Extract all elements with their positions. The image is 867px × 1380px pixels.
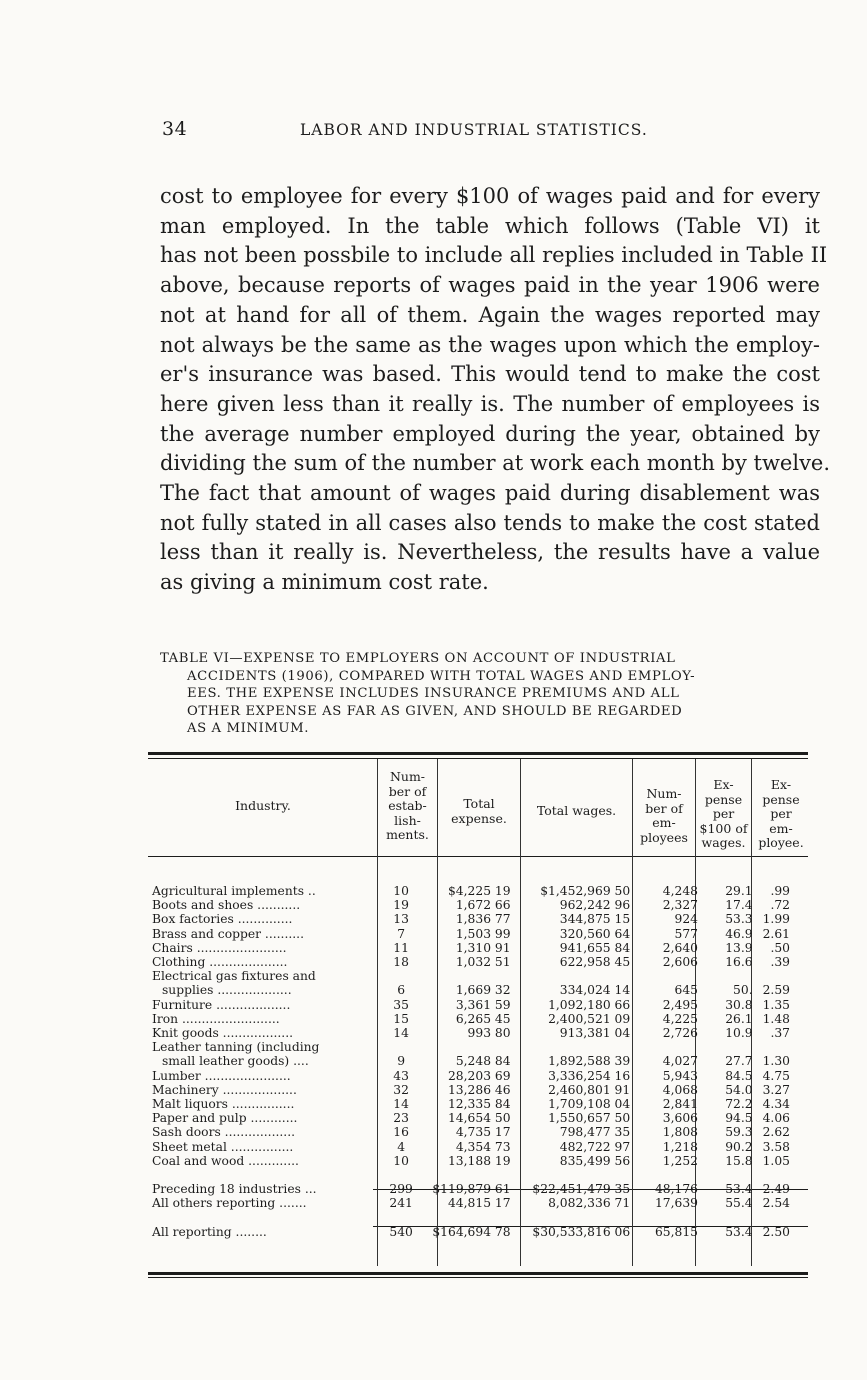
cell-employees: 1,218 xyxy=(662,1139,698,1154)
cell-expense-per-100: 13.9 xyxy=(725,940,753,955)
running-title: LABOR AND INDUSTRIAL STATISTICS. xyxy=(300,121,648,139)
text-line: not at hand for all of them. Again the wages reported may xyxy=(160,302,820,327)
cell-total-expense: 1,672 66 xyxy=(455,898,511,913)
header-line: Total xyxy=(463,796,495,811)
cell-total-expense: $4,225 19 xyxy=(447,884,511,898)
table-row xyxy=(148,884,808,898)
cell-total-expense: 5,248 84 xyxy=(455,1054,511,1069)
cell-total-wages: 8,082,336 71 xyxy=(548,1196,631,1211)
cell-establishments: 10 xyxy=(393,1153,409,1168)
cell-industry: All reporting ........ xyxy=(152,1224,267,1239)
text-line: above, because reports of wages paid in the year 1906 were xyxy=(160,273,820,298)
cell-expense-per-100: 53.3 xyxy=(725,912,753,927)
text-line: The fact that amount of wages paid during disablement was xyxy=(160,481,820,506)
cell-employees: 2,606 xyxy=(662,955,698,970)
text-line: has not been possbile to include all replies included in Table II xyxy=(160,243,828,268)
table-row xyxy=(148,1140,808,1154)
cell-employees: 2,726 xyxy=(662,1026,698,1041)
cell-establishments: 15 xyxy=(393,1011,409,1026)
table-row xyxy=(148,998,808,1012)
table-row xyxy=(148,969,808,983)
industry-expense-table xyxy=(148,884,808,1239)
header-line: em- xyxy=(769,820,793,836)
cell-employees: 5,943 xyxy=(662,1068,698,1083)
table-row xyxy=(148,983,808,997)
cell-expense-per-employee: 2.59 xyxy=(762,983,790,998)
cell-employees xyxy=(640,969,706,983)
cell-employees: 3,606 xyxy=(662,1111,698,1126)
cell-expense-per-employee: 3.27 xyxy=(762,1082,790,1097)
cell-expense-per-employee: .37 xyxy=(770,1026,790,1041)
cell-expense-per-employee: 3.58 xyxy=(762,1139,790,1154)
table-row xyxy=(148,898,808,912)
cell-expense-per-employee: .39 xyxy=(770,955,790,970)
cell-employees: 4,027 xyxy=(662,1054,698,1069)
header-line: ployees xyxy=(640,829,688,845)
header-line: per xyxy=(770,806,792,821)
cell-industry: Chairs ....................... xyxy=(152,940,287,955)
table-top-rule xyxy=(148,752,808,755)
cell-employees: 2,495 xyxy=(662,997,698,1012)
cell-expense-per-100: 30.8 xyxy=(725,997,753,1012)
cell-industry: Malt liquors ................ xyxy=(152,1097,295,1112)
table-row xyxy=(148,1026,808,1040)
text-line: less than it really is. Nevertheless, the results have a value xyxy=(160,540,820,565)
text-line: the average number employed during the year, obtained by xyxy=(160,421,820,446)
text-line: er's insurance was based. This would tend to make the cost xyxy=(160,362,820,387)
cell-establishments: 241 xyxy=(389,1196,413,1211)
cell-expense-per-employee: .99 xyxy=(770,884,790,898)
text-line: cost to employee for every $100 of wages paid and for every xyxy=(160,184,820,208)
cell-total-wages: 2,460,801 91 xyxy=(548,1082,631,1097)
cell-establishments: 9 xyxy=(397,1054,406,1069)
cell-total-expense: 1,669 32 xyxy=(455,983,511,998)
cell-establishments: 18 xyxy=(393,955,409,970)
cell-total-expense: 6,265 45 xyxy=(455,1011,511,1026)
cell-total-expense: 1,310 91 xyxy=(455,940,511,955)
header-line: $100 of xyxy=(699,820,748,836)
col-header-total-wages: Total wages. xyxy=(536,803,617,818)
cell-establishments: 7 xyxy=(397,926,406,941)
caption-line: TABLE VI—EXPENSE TO EMPLOYERS ON ACCOUNT OF INDUSTRIAL xyxy=(160,651,676,666)
table-row xyxy=(148,912,808,926)
cell-total-wages: 913,381 04 xyxy=(559,1026,631,1041)
cell-expense-per-employee: 4.34 xyxy=(762,1097,790,1112)
cell-industry: Brass and copper .......... xyxy=(152,926,304,941)
cell-industry: Preceding 18 industries ... xyxy=(152,1182,317,1197)
cell-employees: 4,225 xyxy=(662,1011,698,1026)
cell-total-wages: 320,560 64 xyxy=(559,926,631,941)
cell-total-expense: 44,815 17 xyxy=(447,1196,511,1211)
text-line: not fully stated in all cases also tends to make the cost stated xyxy=(160,510,820,535)
header-line: ployee. xyxy=(758,835,804,850)
cell-total-expense: 28,203 69 xyxy=(447,1068,511,1083)
table-row xyxy=(148,1125,808,1139)
table-row xyxy=(148,1054,808,1068)
cell-employees: 4,248 xyxy=(662,884,698,898)
cell-expense-per-employee: 1.48 xyxy=(762,1011,790,1026)
text-line: man employed. In the table which follows (Table VI) it xyxy=(160,213,820,238)
cell-total-wages xyxy=(521,1040,641,1054)
cell-industry: Sheet metal ................ xyxy=(152,1139,294,1154)
summary-row xyxy=(148,1182,808,1196)
cell-employees: 17,639 xyxy=(654,1196,698,1211)
cell-industry: Leather tanning (including xyxy=(152,1040,320,1055)
cell-total-expense: 4,354 73 xyxy=(455,1139,511,1154)
cell-establishments: 6 xyxy=(397,983,406,998)
cell-expense-per-employee: 1.05 xyxy=(762,1153,790,1168)
cell-total-expense: $119,879 61 xyxy=(432,1182,511,1197)
cell-employees: 4,068 xyxy=(662,1082,698,1097)
cell-employees: 48,176 xyxy=(654,1182,698,1197)
cell-employees: 2,640 xyxy=(662,940,698,955)
header-line: per xyxy=(712,806,735,821)
header-line: em- xyxy=(652,815,676,830)
cell-industry: Furniture ................... xyxy=(152,997,291,1012)
cell-industry: Agricultural implements .. xyxy=(152,884,316,898)
cell-total-wages: 1,092,180 66 xyxy=(548,997,631,1012)
cell-establishments: 19 xyxy=(393,898,409,913)
cell-expense-per-employee: 1.35 xyxy=(762,997,790,1012)
cell-total-wages: 3,336,254 16 xyxy=(548,1068,631,1083)
header-line: Num- xyxy=(389,769,426,784)
header-line: Ex- xyxy=(713,777,734,792)
cell-establishments: 4 xyxy=(397,1139,406,1154)
cell-total-expense xyxy=(428,1040,521,1054)
caption-line: ACCIDENTS (1906), COMPARED WITH TOTAL WAGES AND EMPLOY- xyxy=(187,668,696,684)
header-line: ber of xyxy=(388,783,427,799)
cell-expense-per-employee: 2.49 xyxy=(762,1182,790,1197)
cell-establishments: 23 xyxy=(393,1111,409,1126)
header-line: wages. xyxy=(701,835,746,850)
spacer-cell xyxy=(148,1211,808,1225)
col-header-expense-per-100 xyxy=(696,778,751,851)
table-row xyxy=(148,941,808,955)
cell-total-wages: 1,892,588 39 xyxy=(548,1054,631,1069)
cell-total-wages: 344,875 15 xyxy=(559,912,631,927)
cell-expense-per-100: 17.4 xyxy=(725,898,753,913)
text-line: not always be the same as the wages upon which the employ- xyxy=(160,332,820,357)
cell-expense-per-100: 27.7 xyxy=(725,1054,753,1069)
cell-total-wages: 962,242 96 xyxy=(559,898,631,913)
header-bottom-rule xyxy=(148,856,808,857)
cell-expense-per-employee xyxy=(763,1040,808,1054)
cell-total-wages: $22,451,479 35 xyxy=(532,1182,631,1197)
cell-employees: 2,327 xyxy=(662,898,698,913)
body-paragraph xyxy=(160,182,831,598)
header-line: Num- xyxy=(646,786,682,801)
cell-industry: Electrical gas fixtures and xyxy=(152,969,316,984)
cell-total-expense: 14,654 50 xyxy=(447,1111,511,1126)
cell-total-expense: 1,032 51 xyxy=(455,955,511,970)
cell-employees: 1,808 xyxy=(662,1125,698,1140)
cell-industry: All others reporting ....... xyxy=(152,1196,307,1211)
table-caption xyxy=(160,650,812,738)
cell-establishments: 10 xyxy=(393,884,409,898)
cell-total-expense: 993 80 xyxy=(467,1026,511,1041)
cell-total-wages: 482,722 97 xyxy=(559,1139,631,1154)
table-row xyxy=(148,1083,808,1097)
table-row xyxy=(148,1097,808,1111)
cell-employees: 924 xyxy=(674,912,698,927)
cell-total-wages: 798,477 35 xyxy=(559,1125,631,1140)
cell-total-wages: 835,499 56 xyxy=(559,1153,631,1168)
cell-total-wages: 622,958 45 xyxy=(559,955,631,970)
total-row xyxy=(148,1225,808,1239)
cell-total-expense xyxy=(428,969,521,983)
cell-expense-per-100: 53.4 xyxy=(725,1224,753,1239)
row-spacer xyxy=(148,1168,808,1182)
cell-expense-per-employee: 2.62 xyxy=(762,1125,790,1140)
caption-line: AS A MINIMUM. xyxy=(187,721,310,737)
cell-total-wages xyxy=(521,969,641,983)
cell-expense-per-100: 46.9 xyxy=(725,926,753,941)
cell-establishments: 299 xyxy=(389,1182,413,1197)
cell-total-expense: 3,361 59 xyxy=(455,997,511,1012)
header-line: estab- xyxy=(388,798,427,813)
cell-expense-per-100: 90.2 xyxy=(725,1139,753,1154)
cell-expense-per-100: 29.1 xyxy=(725,884,753,898)
cell-establishments: 11 xyxy=(393,940,409,955)
cell-expense-per-employee: 1.30 xyxy=(762,1054,790,1069)
cell-expense-per-100: 94.5 xyxy=(725,1111,753,1126)
cell-establishments: 35 xyxy=(393,997,409,1012)
cell-establishments: 14 xyxy=(393,1026,409,1041)
cell-expense-per-100: 16.6 xyxy=(725,955,753,970)
cell-industry: Sash doors .................. xyxy=(152,1125,296,1140)
text-line: dividing the sum of the number at work each month by twelve. xyxy=(160,451,831,476)
cell-total-wages: 2,400,521 09 xyxy=(548,1011,631,1026)
cell-total-expense: 4,735 17 xyxy=(455,1125,511,1140)
col-header-expense-per-employee xyxy=(752,778,810,851)
header-line: lish- xyxy=(394,812,421,828)
caption-line: EES. THE EXPENSE INCLUDES INSURANCE PREMIUMS AND ALL xyxy=(187,686,680,702)
cell-expense-per-employee xyxy=(763,969,808,983)
table-row xyxy=(148,1012,808,1026)
cell-expense-per-employee: .72 xyxy=(770,898,790,913)
col-header-establishments xyxy=(378,770,437,843)
cell-industry: Box factories .............. xyxy=(152,912,293,927)
row-spacer xyxy=(148,1211,808,1225)
cell-establishments: 13 xyxy=(393,912,409,927)
cell-total-wages: $1,452,969 50 xyxy=(540,884,631,898)
table-body xyxy=(148,884,808,1239)
header-line: pense xyxy=(762,791,800,807)
cell-establishments: 14 xyxy=(393,1097,409,1112)
page-number: 34 xyxy=(162,118,188,140)
table-top-rule-thin xyxy=(148,758,808,759)
cell-industry: Iron ......................... xyxy=(152,1011,280,1026)
header-line: Ex- xyxy=(770,777,792,792)
cell-employees: 1,252 xyxy=(662,1153,698,1168)
cell-industry: Knit goods .................. xyxy=(152,1026,294,1041)
cell-expense-per-employee: .50 xyxy=(770,940,790,955)
cell-industry: supplies ................... xyxy=(162,983,292,998)
header-line: pense xyxy=(704,791,743,807)
cell-expense-per-100: 59.3 xyxy=(725,1125,753,1140)
cell-establishments: 32 xyxy=(393,1082,409,1097)
header-line: expense. xyxy=(451,810,507,826)
header-line: ments. xyxy=(386,827,429,842)
cell-expense-per-100: 55.4 xyxy=(725,1196,753,1211)
table-row xyxy=(148,955,808,969)
cell-total-wages: 941,655 84 xyxy=(559,940,631,955)
table-bottom-rule xyxy=(148,1272,808,1275)
cell-total-wages: 1,550,657 50 xyxy=(548,1111,631,1126)
cell-expense-per-100 xyxy=(706,1040,763,1054)
cell-industry: Paper and pulp ............ xyxy=(152,1111,298,1126)
table-row xyxy=(148,1040,808,1054)
text-line: here given less than it really is. The number of employees is xyxy=(160,391,820,416)
cell-expense-per-100 xyxy=(706,969,763,983)
text-line: as giving a minimum cost rate. xyxy=(160,570,489,595)
cell-expense-per-100: 26.1 xyxy=(725,1011,753,1026)
cell-employees: 577 xyxy=(674,926,698,941)
cell-total-expense: 13,188 19 xyxy=(447,1153,511,1168)
col-header-total-expense xyxy=(438,797,520,826)
col-header-employees xyxy=(633,787,695,845)
cell-expense-per-100: 54.0 xyxy=(725,1082,753,1097)
cell-expense-per-employee: 2.61 xyxy=(762,926,790,941)
summary-row xyxy=(148,1196,808,1210)
cell-total-expense: 1,503 99 xyxy=(455,926,511,941)
cell-industry: Lumber ...................... xyxy=(152,1068,291,1083)
table-row xyxy=(148,927,808,941)
cell-industry: Coal and wood ............. xyxy=(152,1153,299,1168)
cell-employees xyxy=(640,1040,706,1054)
cell-total-expense: $164,694 78 xyxy=(432,1224,511,1239)
cell-total-expense: 12,335 84 xyxy=(447,1097,511,1112)
cell-total-expense: 13,286 46 xyxy=(447,1082,511,1097)
table-row xyxy=(148,1069,808,1083)
cell-expense-per-employee: 1.99 xyxy=(762,912,790,927)
cell-establishments: 43 xyxy=(393,1068,409,1083)
cell-employees: 2,841 xyxy=(662,1097,698,1112)
cell-total-expense: 1,836 77 xyxy=(455,912,511,927)
table-row xyxy=(148,1111,808,1125)
spacer-cell xyxy=(148,1168,808,1182)
cell-establishments: 540 xyxy=(389,1224,413,1239)
cell-expense-per-employee: 2.54 xyxy=(762,1196,790,1211)
cell-industry: Boots and shoes ........... xyxy=(152,898,301,913)
cell-expense-per-100: 15.8 xyxy=(725,1153,753,1168)
cell-employees: 645 xyxy=(674,983,698,998)
cell-establishments: 16 xyxy=(393,1125,409,1140)
cell-expense-per-100: 10.9 xyxy=(725,1026,753,1041)
table-row xyxy=(148,1154,808,1168)
cell-establishments xyxy=(374,1040,427,1054)
cell-total-wages: 334,024 14 xyxy=(559,983,631,998)
cell-expense-per-100: 53.4 xyxy=(725,1182,753,1197)
header-line: ber of xyxy=(645,800,683,816)
cell-expense-per-employee: 4.06 xyxy=(762,1111,790,1126)
cell-total-wages: $30,533,816 06 xyxy=(532,1224,631,1239)
cell-expense-per-employee: 4.75 xyxy=(762,1068,790,1083)
col-header-industry: Industry. xyxy=(235,798,291,813)
table-bottom-rule-thin xyxy=(148,1277,808,1278)
cell-expense-per-employee: 2.50 xyxy=(762,1224,790,1239)
cell-establishments xyxy=(374,969,427,983)
cell-industry: Clothing .................... xyxy=(152,955,288,970)
cell-employees: 65,815 xyxy=(654,1224,698,1239)
cell-expense-per-100: 84.5 xyxy=(725,1068,753,1083)
cell-total-wages: 1,709,108 04 xyxy=(548,1097,631,1112)
cell-industry: Machinery ................... xyxy=(152,1082,297,1097)
caption-line: OTHER EXPENSE AS FAR AS GIVEN, AND SHOULD BE REGARDED xyxy=(187,703,683,719)
cell-expense-per-100: 50. xyxy=(733,983,753,998)
cell-expense-per-100: 72.2 xyxy=(725,1097,753,1112)
cell-industry: small leather goods) .... xyxy=(162,1054,309,1069)
